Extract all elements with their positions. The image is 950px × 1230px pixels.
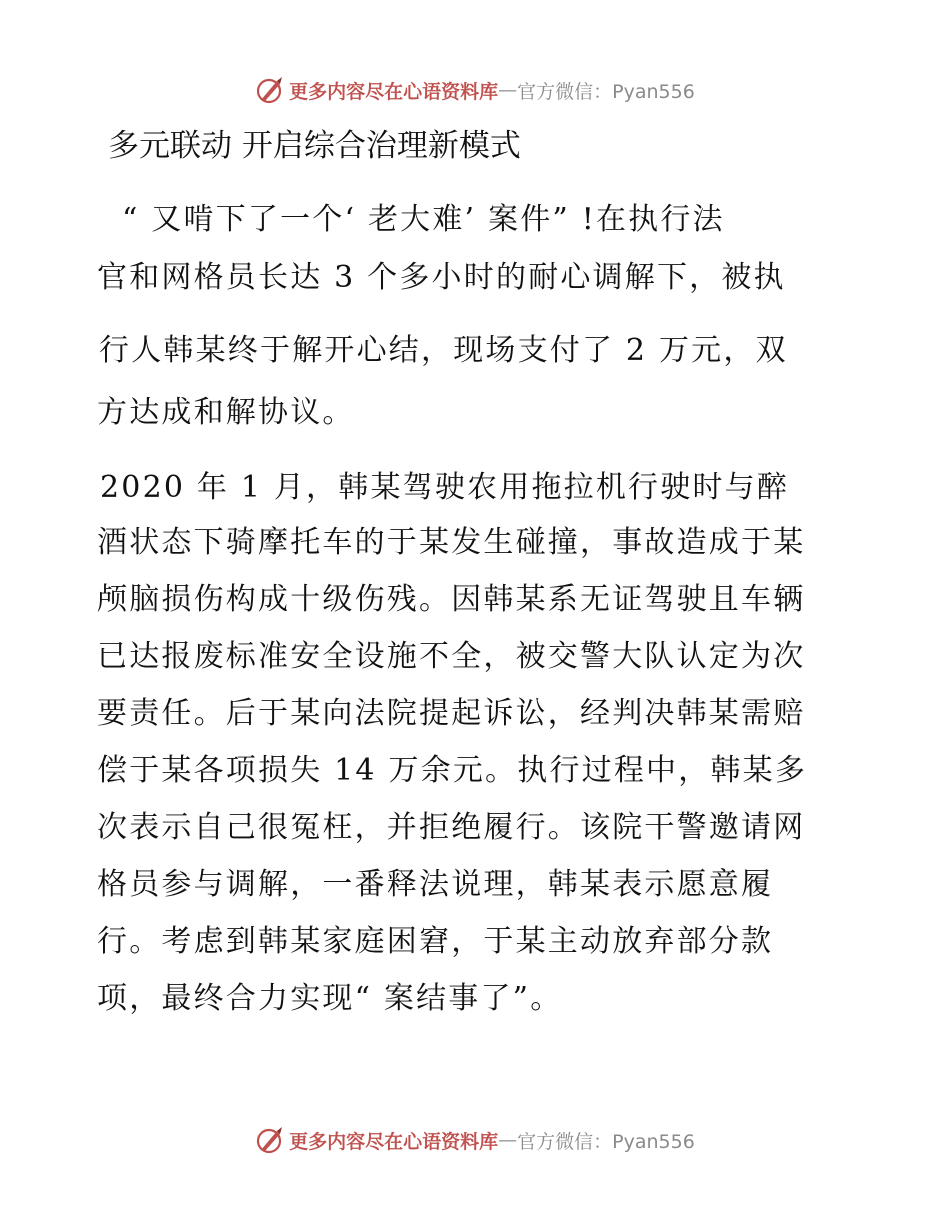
watermark-contact: 官方微信：Pyan556 [517, 1130, 695, 1153]
text-line: 格员参与调解，一番释法说理，韩某表示愿意履 [97, 867, 774, 902]
text-line: 次表示自己很冤枉，并拒绝履行。该院干警邀请网 [97, 810, 806, 845]
text-line: 偿于某各项损失 14 万余元。执行过程中，韩某多 [97, 753, 808, 788]
quill-logo-icon [255, 1125, 285, 1155]
text-line: 已达报废标准安全设施不全，被交警大队认定为次 [97, 639, 806, 674]
text-line: 要责任。后于某向法院提起诉讼，经判决韩某需赔 [97, 696, 806, 731]
text-line: 方达成和解协议。 [97, 395, 355, 430]
text-line: “ 又啃下了一个‘ 老大难’ 案件” !在执行法 [122, 202, 725, 237]
footer-watermark [0, 1120, 950, 1160]
watermark-brand: 更多内容尽在心语资料库 [289, 1130, 499, 1153]
text-line: 行。考虑到韩某家庭困窘，于某主动放弃部分款 [97, 924, 774, 959]
document-title: 多元联动 开启综合治理新模式 [108, 128, 521, 164]
text-line: 酒状态下骑摩托车的于某发生碰撞，事故造成于某 [97, 525, 806, 560]
text-line: 行人韩某终于解开心结，现场支付了 2 万元，双 [99, 333, 788, 368]
watermark-brand: 更多内容尽在心语资料库 [289, 80, 499, 103]
text-line: 官和网格员长达 3 个多小时的耐心调解下，被执 [97, 260, 786, 295]
watermark-separator: — [498, 1129, 518, 1151]
quill-logo-icon [255, 75, 285, 105]
watermark-separator: — [498, 79, 518, 101]
text-line: 2020 年 1 月，韩某驾驶农用拖拉机行驶时与醉 [100, 470, 790, 505]
text-line: 颅脑损伤构成十级伤残。因韩某系无证驾驶且车辆 [97, 582, 806, 617]
watermark-contact: 官方微信：Pyan556 [517, 80, 695, 103]
header-watermark [0, 70, 950, 110]
text-line: 项，最终合力实现“ 案结事了”。 [97, 981, 563, 1016]
